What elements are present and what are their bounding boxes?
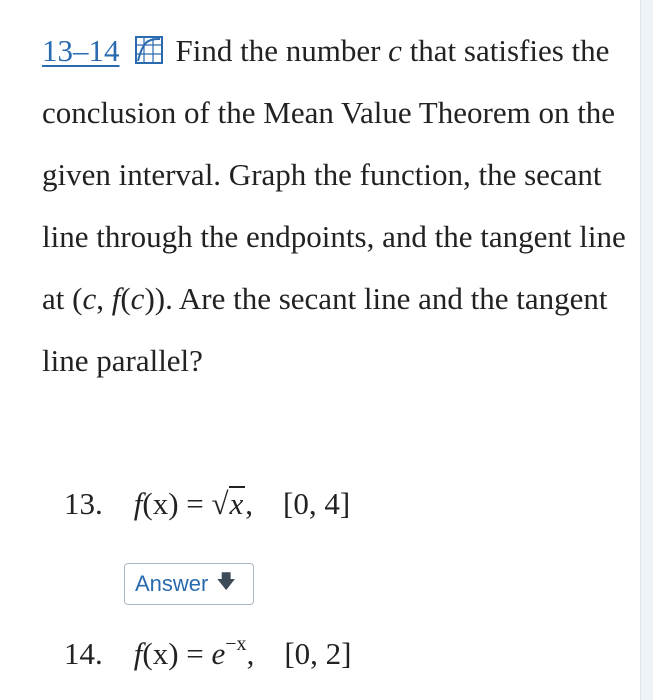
point-expression: (c, f(c)) [72,281,166,316]
exercise-formula: f(x) = √x, [134,484,253,524]
exercise-interval: [0, 4] [283,486,351,521]
exercise-14 [64,634,351,674]
exercise-range-link[interactable]: 13–14 [42,33,120,68]
problem-statement [42,20,632,392]
arrow-down-icon: 🡇 [216,572,236,593]
statement-end: . Are the secant line and the tangent line parallel? [42,281,608,378]
exercise-formula: $f(x) = e^{-x}$, [133,633,255,671]
statement-lead: Find the number [175,33,381,68]
answer-button[interactable] [124,563,254,605]
answer-label: Answer [135,571,209,596]
graph-grid-icon[interactable] [134,35,164,65]
exercise-number: 13. [64,486,103,521]
exponent: −x [225,633,247,655]
exercise-13 [64,484,350,524]
square-root: √x [211,486,244,521]
exercise-interval: [0, 2] [284,636,352,671]
variable-c: c [388,33,402,68]
exercise-number: 14. [64,636,103,671]
statement-body: that satisfies the conclusion of the Mean Value Theorem on the given interval. Graph the function, the secant line through the endpoints, and the tangent line at [42,33,626,316]
